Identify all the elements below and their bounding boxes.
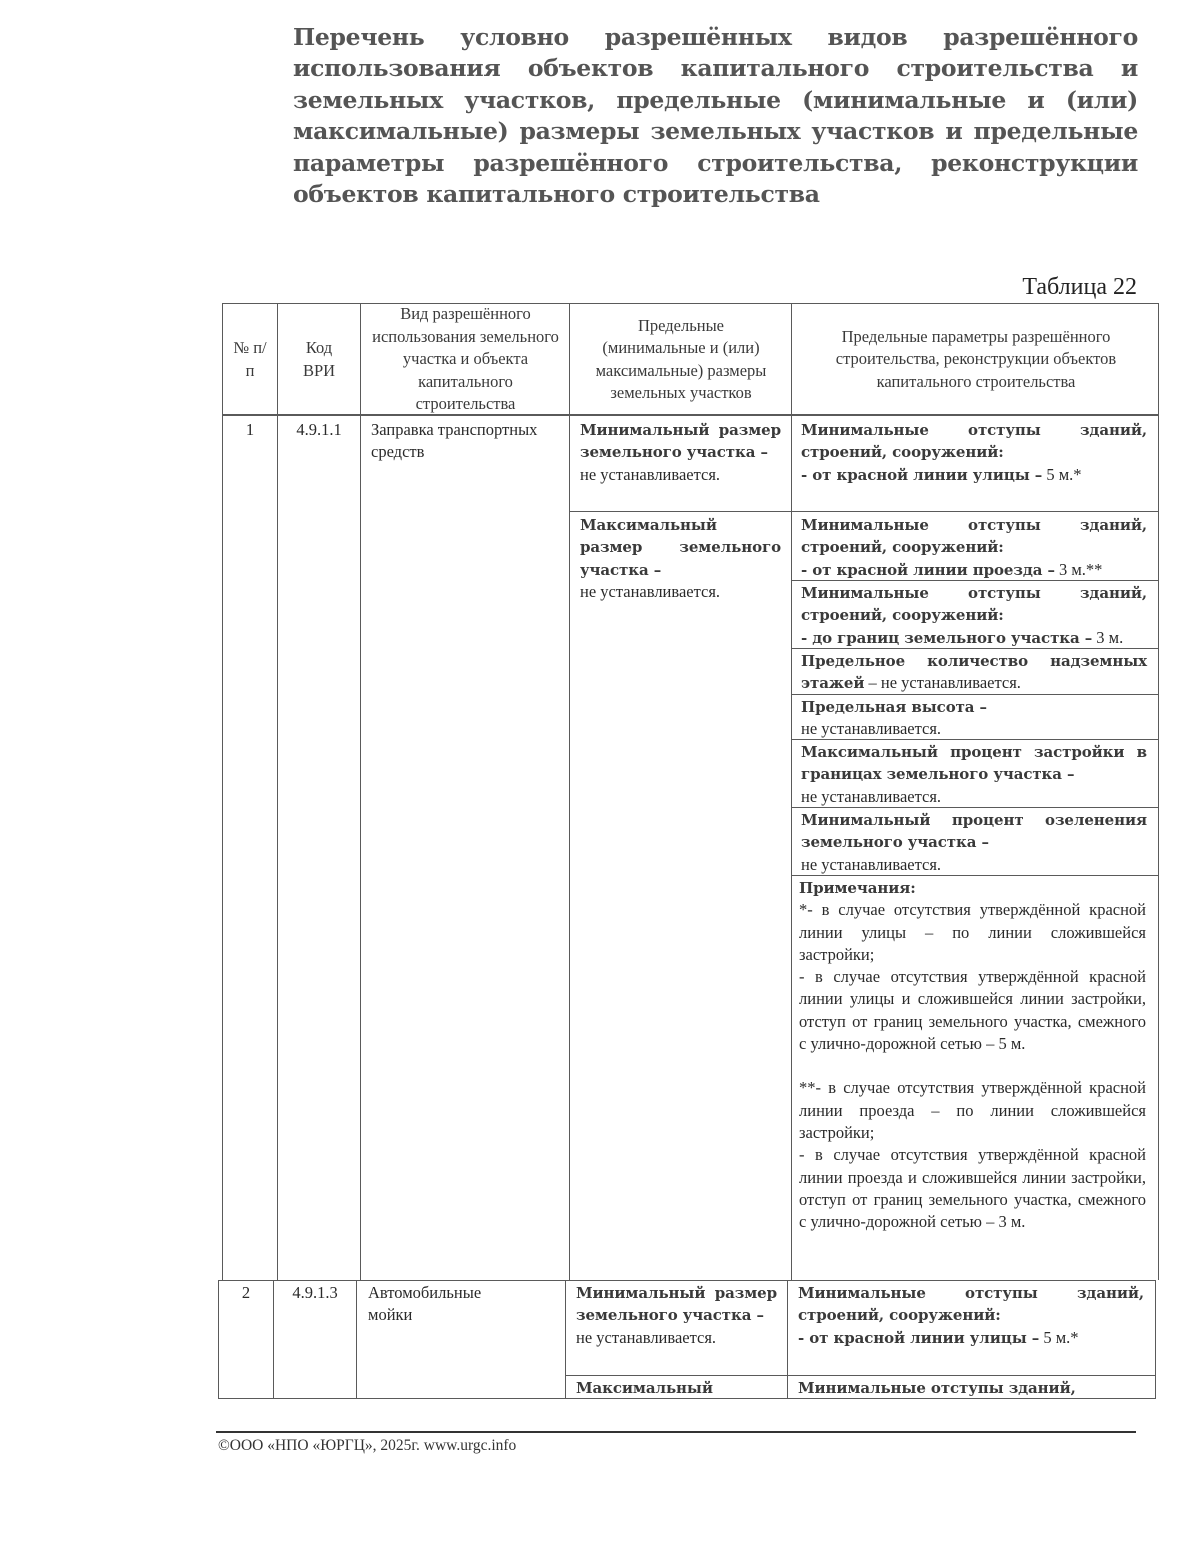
row2-param-2 — [798, 1377, 1144, 1398]
header-type: Вид разрешённого использования земельного участка и объекта капитального строительства — [372, 304, 559, 414]
param-label: Максимальный процент застройки в границах земельного участка – — [801, 743, 1147, 784]
table-vline-5 — [791, 303, 792, 1280]
row1-param-6 — [801, 741, 1147, 808]
table-vline-6 — [1158, 303, 1159, 1280]
table-rule-header — [222, 414, 1159, 416]
param-label: Предельная высота – — [801, 698, 987, 716]
row2-min-size-value: не устанавливается. — [576, 1327, 717, 1347]
row2-code: 4.9.1.3 — [292, 1283, 338, 1302]
row1-min-size-label: Минимальный размер земельного участка – — [580, 421, 781, 462]
notes-title: Примечания: — [799, 879, 916, 897]
rule-r2-sizes — [565, 1375, 1156, 1376]
table-vline-3 — [360, 303, 361, 1280]
param-label: Минимальные отступы зданий, — [798, 1379, 1076, 1397]
header-code: Код ВРИ — [302, 338, 336, 380]
param-label: Минимальные отступы зданий, строений, сооружений: — [798, 1284, 1144, 1325]
param-label: Минимальные отступы зданий, строений, сооружений: — [801, 421, 1147, 462]
note-4: - в случае отсутствия утверждённой красной линии проезда и сложившейся линии застройки, отступ от границ земельного участка, смежного с улично-дорожной сетью – 3 м. — [799, 1145, 1146, 1232]
header-params: Предельные параметры разрешённого строительства, реконструкции объектов капитального строительства — [835, 326, 1117, 391]
param-label: Предельное количество надземных этажей — [801, 652, 1147, 693]
param-label: Минимальные отступы зданий, строений, сооружений: — [801, 516, 1147, 557]
row2-min-size — [576, 1282, 777, 1349]
param-sublabel: - от красной линии проезда – — [801, 560, 1055, 579]
row1-param-2 — [801, 514, 1147, 581]
header-sizes: Предельные (минимальные и (или) максимальные) размеры земельных участков — [595, 315, 767, 402]
table-rule-row2 — [218, 1280, 1156, 1281]
table-vline-4 — [569, 303, 570, 1280]
table-vline-5b — [787, 1280, 788, 1399]
table-vline-2 — [277, 303, 278, 1280]
param-value: 3 м.** — [1058, 559, 1103, 579]
row1-min-size-value: не устанавливается. — [580, 464, 721, 484]
param-value: 3 м. — [1096, 627, 1124, 647]
row2-type: Автомобильные мойки — [368, 1283, 482, 1325]
row1-max-size — [580, 514, 781, 603]
param-sublabel: - от красной линии улицы – — [798, 1328, 1040, 1347]
rule-r1-sizes — [569, 511, 1159, 512]
param-sublabel: - до границ земельного участка – — [801, 628, 1093, 647]
table-vline-3b — [356, 1280, 357, 1399]
param-value: не устанавливается. — [801, 786, 942, 806]
row1-notes — [799, 877, 1146, 1233]
note-2: - в случае отсутствия утверждённой красной линии улицы и сложившейся линии застройки, отступ от границ земельного участка, смежного с улично-дорожной сетью – 5 м. — [799, 967, 1146, 1054]
row2-min-size-label: Минимальный размер земельного участка – — [576, 1284, 777, 1325]
note-1: *- в случае отсутствия утверждённой красной линии улицы – по линии сложившейся застройки; — [799, 900, 1146, 964]
row2-param-1 — [798, 1282, 1144, 1349]
row1-param-3 — [801, 582, 1147, 649]
row1-param-4 — [801, 650, 1147, 695]
table-vline-1 — [222, 303, 223, 1280]
note-3: **- в случае отсутствия утверждённой красной линии проезда – по линии сложившейся застройки; — [799, 1078, 1146, 1142]
row1-max-size-value: не устанавливается. — [580, 581, 721, 601]
table-vline-6b — [1155, 1280, 1156, 1399]
param-value: 5 м.* — [1043, 1327, 1079, 1347]
row1-max-size-label: Максимальный размер земельного участка – — [580, 516, 781, 579]
param-value: не устанавливается. — [801, 854, 942, 874]
document-heading: Перечень условно разрешённых видов разрешённого использования объектов капитального строительства и земельных участков, предельные (минимальные и (или) максимальные) размеры земельных участков и предельные параметры разрешённого строительства, реконструкции объектов капитального строительства — [293, 23, 1138, 209]
row2-num: 2 — [241, 1283, 251, 1302]
row2-max-size-label: Максимальный — [576, 1379, 713, 1397]
row1-param-5 — [801, 696, 1147, 741]
header-num: № п/п — [233, 338, 267, 380]
table-vline-4b — [565, 1280, 566, 1399]
param-value: не устанавливается. — [801, 719, 942, 739]
row2-max-size — [576, 1377, 777, 1399]
row1-param-7 — [801, 809, 1147, 876]
param-value: – не устанавливается. — [868, 673, 1021, 693]
row1-num: 1 — [245, 420, 255, 439]
footer-copyright: ©ООО «НПО «ЮРГЦ», 2025г. www.urgc.info — [218, 1437, 517, 1454]
param-label: Минимальный процент озеленения земельного участка – — [801, 811, 1147, 852]
row1-min-size — [580, 419, 781, 486]
param-sublabel: - от красной линии улицы – — [801, 465, 1043, 484]
param-value: 5 м.* — [1046, 464, 1082, 484]
table-border-top — [222, 303, 1159, 304]
param-label: Минимальные отступы зданий, строений, сооружений: — [801, 584, 1147, 625]
row1-code: 4.9.1.1 — [296, 420, 342, 439]
footer-divider — [216, 1431, 1136, 1433]
row1-type: Заправка транспортных средств — [371, 420, 538, 462]
row1-param-1 — [801, 419, 1147, 486]
table-caption: Таблица 22 — [1022, 274, 1137, 300]
